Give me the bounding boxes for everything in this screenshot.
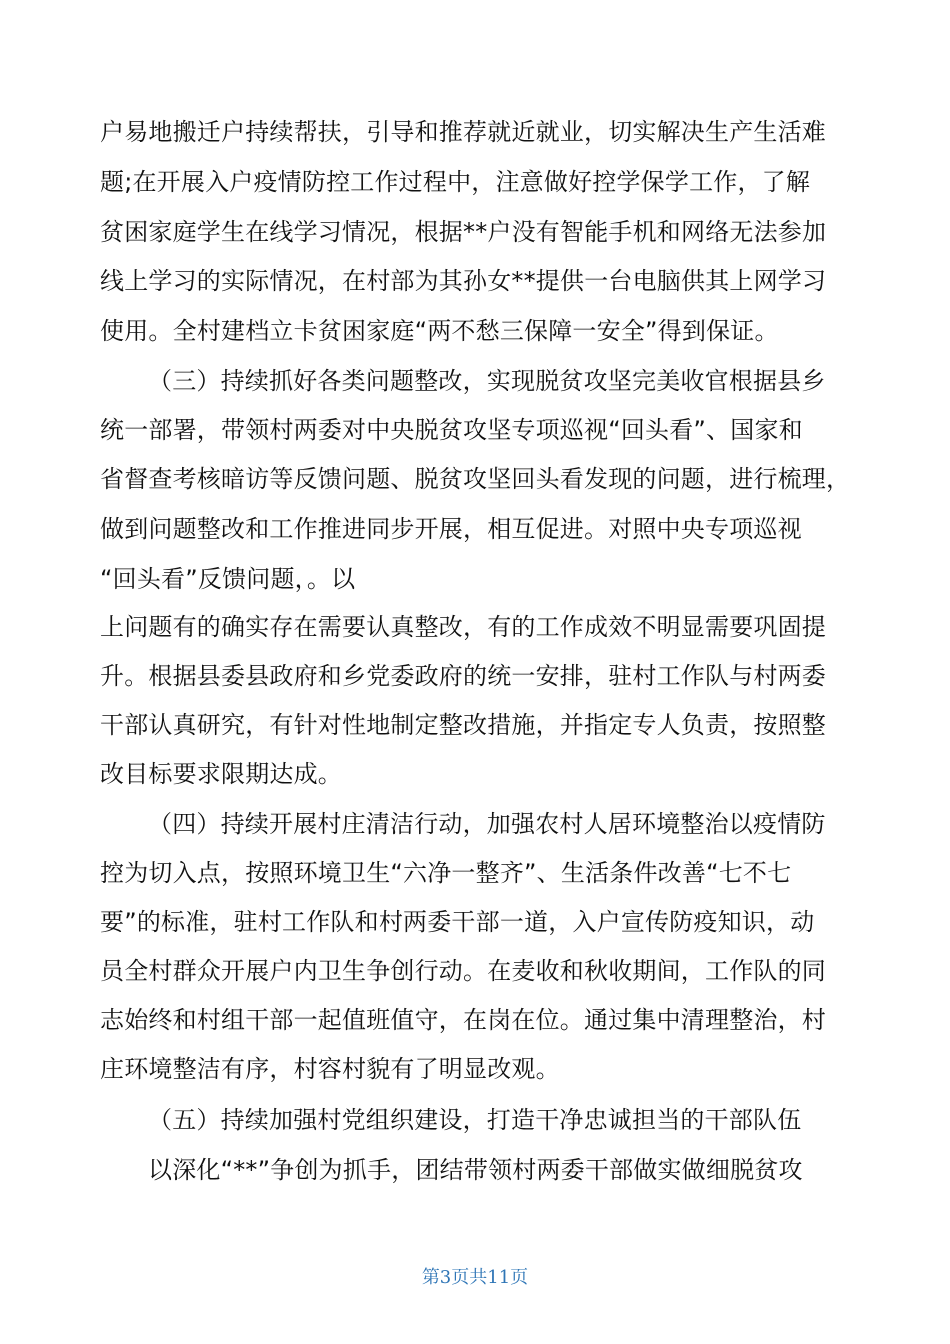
text-line: 升。根据县委县政府和乡党委政府的统一安排，驻村工作队与村两委 bbox=[100, 662, 826, 690]
text-line: 线上学习的实际情况，在村部为其孙女**提供一台电脑供其上网学习 bbox=[100, 267, 827, 295]
text-line: 做到问题整改和工作推进同步开展，相互促进。对照中央专项巡视 bbox=[100, 515, 802, 543]
section-heading-4: （四）持续开展村庄清洁行动，加强农村人居环境整治以疫情防 bbox=[148, 810, 826, 838]
text-line: 控为切入点，按照环境卫生“六净一整齐”、生活条件改善“七不七 bbox=[100, 859, 792, 887]
text-line: 上问题有的确实存在需要认真整改，有的工作成效不明显需要巩固提 bbox=[100, 613, 826, 641]
text-line: 庄环境整洁有序，村容村貌有了明显改观。 bbox=[100, 1055, 560, 1083]
text-line: 省督查考核暗访等反馈问题、脱贫攻坚回头看发现的问题，进行梳理， bbox=[100, 465, 851, 493]
text-line: 改目标要求限期达成。 bbox=[100, 760, 342, 788]
text-line: 要”的标准，驻村工作队和村两委干部一道，入户宣传防疫知识，动 bbox=[100, 908, 815, 936]
text-line: 户易地搬迁户持续帮扶，引导和推荐就近就业，切实解决生产生活难 bbox=[100, 118, 826, 146]
text-line: “回头看”反馈问题，。以 bbox=[100, 565, 356, 593]
text-line: 贫困家庭学生在线学习情况，根据**户没有智能手机和网络无法参加 bbox=[100, 218, 827, 246]
text-line: 以深化“**”争创为抓手，团结带领村两委干部做实做细脱贫攻 bbox=[148, 1156, 803, 1184]
page-number-footer: 第3页共11页 bbox=[421, 1267, 529, 1288]
section-heading-5: （五）持续加强村党组织建设，打造干净忠诚担当的干部队伍 bbox=[148, 1106, 802, 1134]
text-line: 题;在开展入户疫情防控工作过程中，注意做好控学保学工作，了解 bbox=[100, 168, 811, 196]
text-line: 使用。全村建档立卡贫困家庭“两不愁三保障一安全”得到保证。 bbox=[100, 317, 779, 345]
text-line: 员全村群众开展户内卫生争创行动。在麦收和秋收期间，工作队的同 bbox=[100, 957, 826, 985]
text-line: 志始终和村组干部一起值班值守，在岗在位。通过集中清理整治，村 bbox=[100, 1006, 826, 1034]
text-line: 统一部署，带领村两委对中央脱贫攻坚专项巡视“回头看”、国家和 bbox=[100, 416, 803, 444]
text-line: 干部认真研究，有针对性地制定整改措施，并指定专人负责，按照整 bbox=[100, 711, 826, 739]
section-heading-3: （三）持续抓好各类问题整改，实现脱贫攻坚完美收官根据县乡 bbox=[148, 367, 826, 395]
